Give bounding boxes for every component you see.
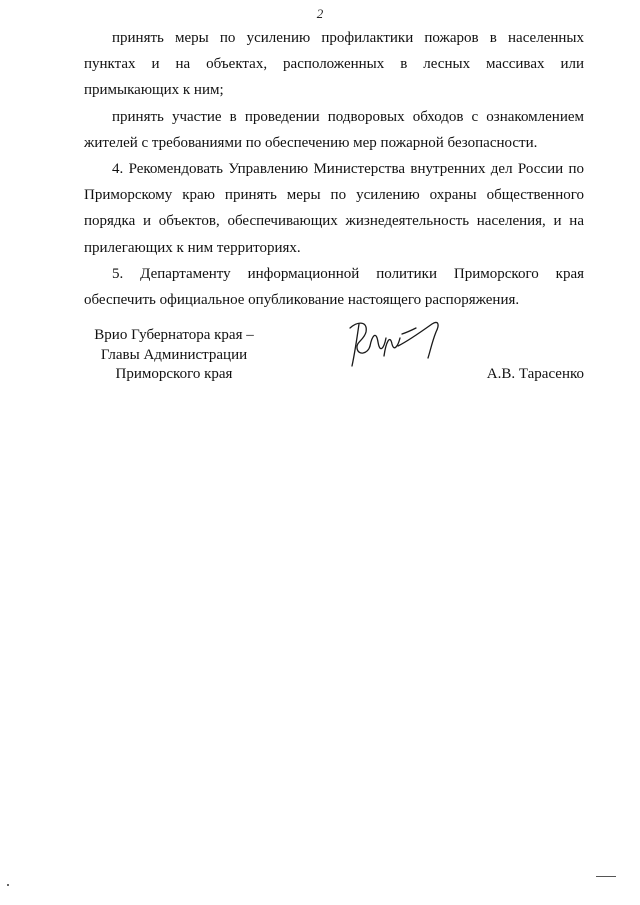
signature-block xyxy=(84,326,584,386)
signer-position-line: Приморского края xyxy=(115,366,233,382)
signer-position-line: Главы Администрации xyxy=(100,346,248,363)
paragraph-door-to-door: принять участие в проведении подворовых обходов с ознакомлением жителей с требованиями по обеспечению мер пожарной безопасности. xyxy=(84,108,584,151)
paragraph-fire-prevention: принять меры по усилению профилактики пожаров в населенных пунктах и на объектах, расположенных в лесных массивах или примыкающих к ним; xyxy=(84,30,584,99)
scan-dot xyxy=(7,884,9,886)
paragraph-item-4: 4. Рекомендовать Управлению Министерства внутренних дел России по Приморскому краю принять меры по усилению охраны общественного порядка и объектов, обеспечивающих жизнедеятельность населения, и на прилегающих к ним территориях. xyxy=(84,161,584,256)
document-body xyxy=(84,25,584,313)
signer-position xyxy=(84,326,264,385)
page-number: 2 xyxy=(316,6,324,21)
handwritten-signature-icon xyxy=(346,312,446,370)
signer-position-line: Врио Губернатора края – xyxy=(94,327,254,343)
scan-mark xyxy=(596,876,616,877)
paragraph-item-5: 5. Департаменту информационной политики Приморского края обеспечить официальное опубликование настоящего распоряжения. xyxy=(84,265,584,309)
signer-name: А.В. Тарасенко xyxy=(486,366,584,382)
